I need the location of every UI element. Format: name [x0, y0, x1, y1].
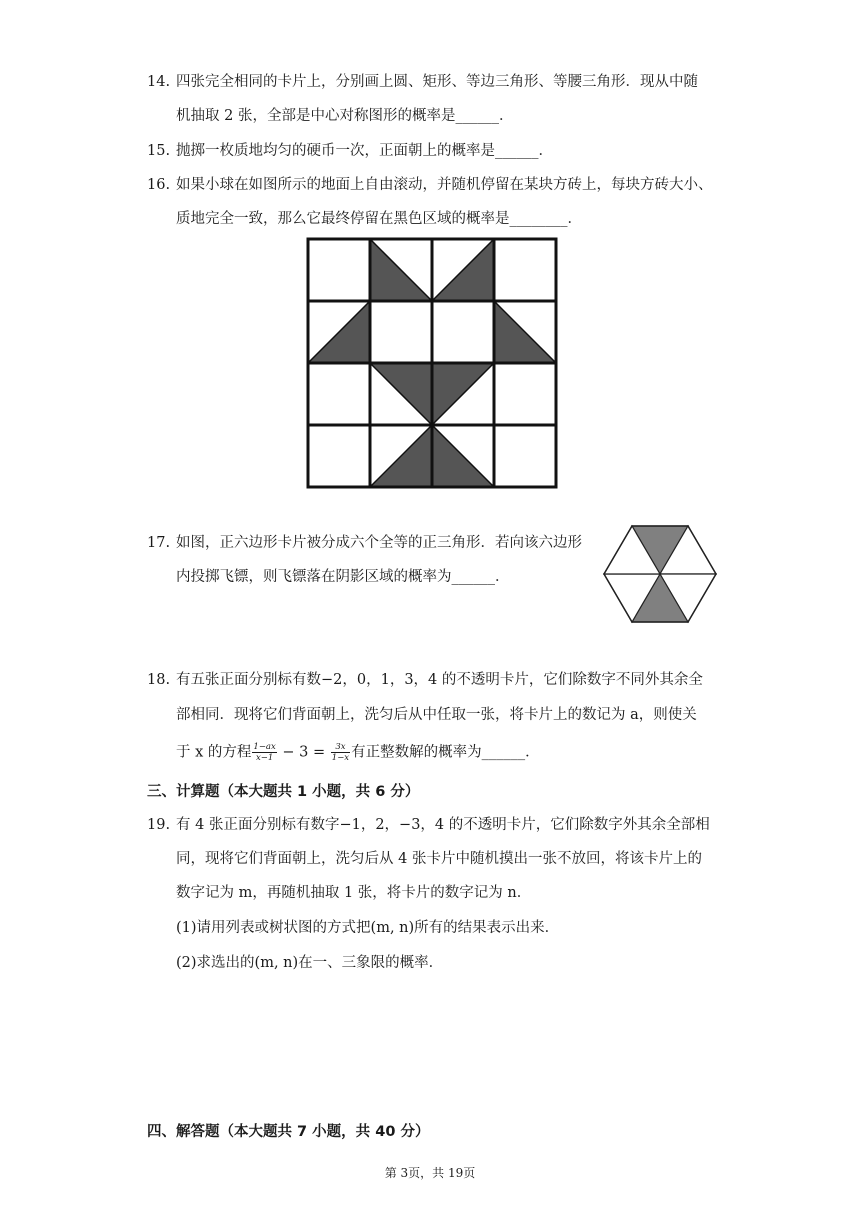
fraction-1-denominator: x−1 [255, 753, 274, 763]
q18-line1: 有五张正面分别标有数−2，0，1，3，4 的不透明卡片，它们除数字不同外其余全 [176, 672, 703, 688]
hexagon-triangles [604, 526, 716, 622]
q18-number: 18. [147, 672, 171, 688]
q14-line2: 机抽取 2 张，全部是中心对称图形的概率是______． [176, 108, 514, 124]
q18-line3-prefix: 于 x 的方程 [176, 744, 252, 761]
q16-line2: 质地完全一致，那么它最终停留在黑色区域的概率是________． [176, 211, 582, 227]
section-3-heading: 三、计算题（本大题共 1 小题，共 6 分） [147, 784, 420, 800]
q14-number: 14. [147, 74, 171, 90]
q17-line1: 如图，正六边形卡片被分成六个全等的正三角形．若向该六边形 [176, 535, 582, 551]
grid-lines [308, 239, 556, 487]
fraction-2-numerator: 3x [331, 742, 350, 753]
q19-line2: 同，现将它们背面朝上，洗匀后从 4 张卡片中随机摸出一张不放回，将该卡片上的 [176, 851, 702, 867]
q15-line1: 抛掷一枚质地均匀的硬币一次，正面朝上的概率是______． [176, 143, 553, 159]
fraction-1 [252, 742, 276, 763]
hexagon-figure [602, 522, 718, 626]
q17-line2: 内投掷飞镖，则飞镖落在阴影区域的概率为______． [176, 569, 510, 585]
q14-line1: 四张完全相同的卡片上，分别画上圆、矩形、等边三角形、等腰三角形．现从中随 [176, 74, 698, 90]
q17-number: 17. [147, 535, 171, 551]
q16-line1: 如果小球在如图所示的地面上自由滚动，并随机停留在某块方砖上，每块方砖大小、 [176, 177, 713, 193]
q18-line3 [176, 742, 540, 763]
fraction-2 [331, 742, 350, 763]
section-4-heading: 四、解答题（本大题共 7 小题，共 40 分） [147, 1124, 430, 1140]
q18-line3-suffix: 有正整数解的概率为______． [351, 744, 540, 761]
q18-line3-middle: − 3 = [277, 744, 330, 761]
q15-number: 15. [147, 143, 171, 159]
q19-line3: 数字记为 m，再随机抽取 1 张，将卡片的数字记为 n． [176, 885, 532, 901]
q16-number: 16. [147, 177, 171, 193]
q19-line1: 有 4 张正面分别标有数字−1，2，−3，4 的不透明卡片，它们除数字外其余全部相 [176, 817, 710, 833]
tile-grid-figure [304, 235, 560, 491]
page-footer: 第 3页，共 19页 [384, 1166, 476, 1180]
q18-line2: 部相同．现将它们背面朝上，洗匀后从中任取一张，将卡片上的数记为 a，则使关 [176, 707, 697, 723]
fraction-2-denominator: 1−x [331, 753, 350, 763]
q19-part2: (2)求选出的(m, n)在一、三象限的概率． [176, 955, 444, 971]
fraction-1-numerator: 1−ax [253, 742, 276, 752]
q19-part1: (1)请用列表或树状图的方式把(m, n)所有的结果表示出来． [176, 920, 560, 936]
q19-number: 19. [147, 817, 171, 833]
